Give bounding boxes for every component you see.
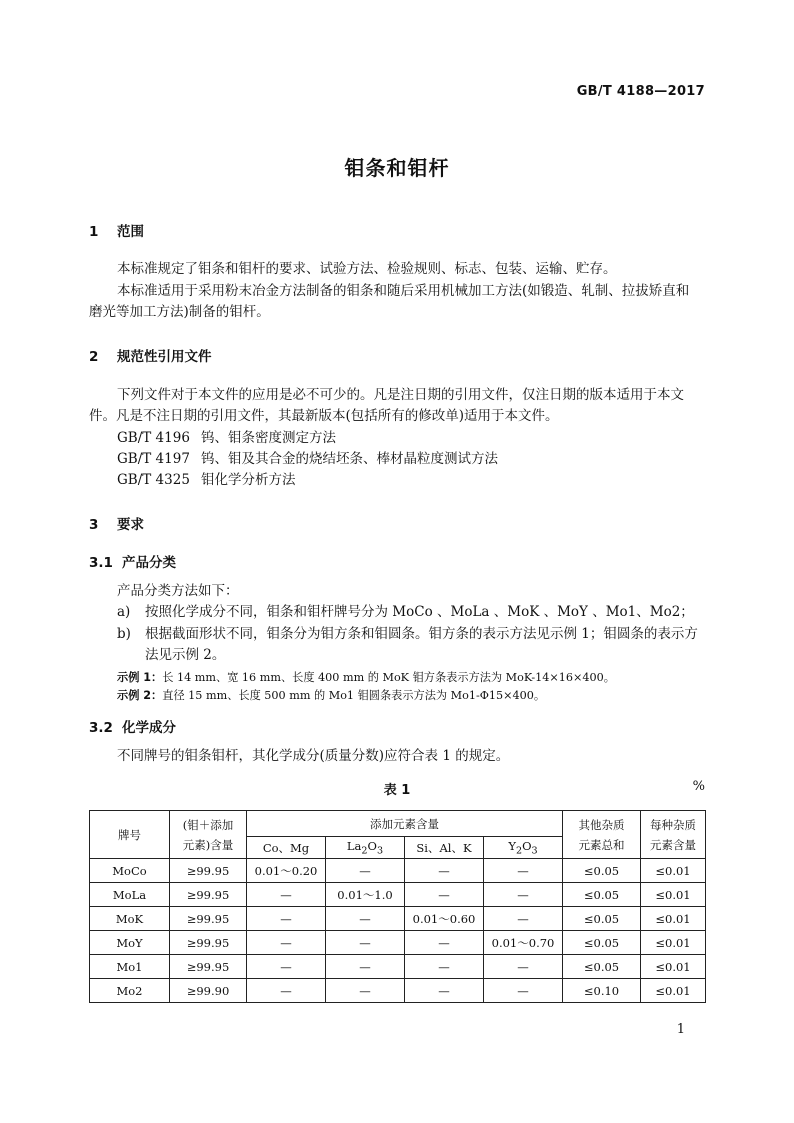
header-mo-total bbox=[170, 811, 247, 859]
list-text: 按照化学成分不同，钼条和钼杆牌号分为 MoCo 、MoLa 、MoK 、MoY 、Mo1、Mo2； bbox=[145, 604, 694, 620]
section-title: 化学成分 bbox=[122, 720, 176, 736]
table-row bbox=[90, 883, 706, 907]
cell-each: ≤0.01 bbox=[641, 859, 706, 883]
cell-other: ≤0.05 bbox=[563, 931, 641, 955]
section-number: 3 bbox=[89, 517, 99, 533]
table-row bbox=[90, 907, 706, 931]
cell-each: ≤0.01 bbox=[641, 931, 706, 955]
header-si-al-k: Si、Al、K bbox=[405, 837, 484, 859]
table-row bbox=[90, 859, 706, 883]
section-title: 范围 bbox=[117, 224, 144, 240]
cell-grade: MoY bbox=[90, 931, 170, 955]
cell-si-al-k: — bbox=[405, 955, 484, 979]
cell-co-mg: — bbox=[247, 907, 326, 931]
cell-la2o3: — bbox=[326, 931, 405, 955]
list-item-b bbox=[117, 624, 698, 645]
example-label: 示例 1： bbox=[117, 671, 163, 684]
cell-total: ≥99.95 bbox=[170, 955, 247, 979]
section-1-heading bbox=[89, 220, 144, 240]
cell-other: ≤0.05 bbox=[563, 883, 641, 907]
reference-item bbox=[117, 449, 498, 470]
cell-grade: MoCo bbox=[90, 859, 170, 883]
cell-si-al-k: — bbox=[405, 883, 484, 907]
cell-each: ≤0.01 bbox=[641, 955, 706, 979]
section-3-1-heading bbox=[89, 551, 176, 571]
header-additive-group: 添加元素含量 bbox=[247, 811, 563, 837]
reference-code: GB/T 4197 bbox=[117, 451, 190, 467]
reference-title: 钨、钼及其合金的烧结坯条、棒材晶粒度测试方法 bbox=[201, 451, 498, 467]
cell-la2o3: — bbox=[326, 907, 405, 931]
cell-grade: MoK bbox=[90, 907, 170, 931]
table-unit: % bbox=[692, 779, 705, 794]
list-item-b-continuation: 法见示例 2。 bbox=[145, 647, 226, 663]
cell-si-al-k: 0.01～0.60 bbox=[405, 907, 484, 931]
cell-grade: Mo2 bbox=[90, 979, 170, 1003]
reference-title: 钨、钼条密度测定方法 bbox=[201, 430, 336, 446]
section-2-paragraph-line-2: 件。凡是不注日期的引用文件，其最新版本(包括所有的修改单)适用于本文件。 bbox=[89, 408, 559, 424]
formula-part: O bbox=[522, 838, 532, 853]
example-text: 长 14 mm、宽 16 mm、长度 400 mm 的 MoK 钼方条表示方法为 MoK-14×16×400。 bbox=[162, 671, 615, 684]
section-number: 3.1 bbox=[89, 555, 113, 571]
reference-item bbox=[117, 428, 336, 449]
cell-total: ≥99.95 bbox=[170, 883, 247, 907]
cell-other: ≤0.05 bbox=[563, 907, 641, 931]
document-title: 钼条和钼杆 bbox=[344, 156, 450, 180]
cell-total: ≥99.90 bbox=[170, 979, 247, 1003]
cell-la2o3: — bbox=[326, 955, 405, 979]
formula-subscript: 2 bbox=[515, 845, 523, 857]
list-item-a bbox=[117, 602, 694, 623]
table-row bbox=[90, 931, 706, 955]
cell-grade: Mo1 bbox=[90, 955, 170, 979]
formula-subscript: 2 bbox=[361, 845, 368, 857]
section-3-heading bbox=[89, 513, 144, 533]
cell-total: ≥99.95 bbox=[170, 859, 247, 883]
formula-part: La bbox=[346, 838, 362, 853]
list-marker: a) bbox=[117, 604, 131, 620]
cell-co-mg: 0.01～0.20 bbox=[247, 859, 326, 883]
reference-code: GB/T 4196 bbox=[117, 430, 190, 446]
example-text: 直径 15 mm、长度 500 mm 的 Mo1 钼圆条表示方法为 Mo1-Φ15×400。 bbox=[162, 689, 546, 702]
chemical-composition-table bbox=[89, 810, 706, 1003]
header-each-impurity bbox=[641, 811, 706, 859]
header-line: 其他杂质 bbox=[578, 817, 625, 832]
section-3-2-paragraph: 不同牌号的钼条钼杆，其化学成分(质量分数)应符合表 1 的规定。 bbox=[117, 748, 510, 764]
cell-la2o3: 0.01～1.0 bbox=[326, 883, 405, 907]
example-label: 示例 2： bbox=[117, 689, 163, 702]
cell-other: ≤0.05 bbox=[563, 859, 641, 883]
section-1-paragraph-2-line-1: 本标准适用于采用粉末冶金方法制备的钼条和随后采用机械加工方法(如锻造、轧制、拉拔矫直和 bbox=[117, 283, 690, 299]
section-title: 规范性引用文件 bbox=[117, 349, 212, 365]
section-2-paragraph-line-1: 下列文件对于本文件的应用是必不可少的。凡是注日期的引用文件，仅注日期的版本适用于本文 bbox=[117, 387, 684, 403]
cell-co-mg: — bbox=[247, 883, 326, 907]
section-number: 1 bbox=[89, 224, 99, 240]
cell-co-mg: — bbox=[247, 955, 326, 979]
header-other-total bbox=[563, 811, 641, 859]
cell-y2o3: — bbox=[484, 859, 563, 883]
header-co-mg: Co、Mg bbox=[247, 837, 326, 859]
section-2-heading bbox=[89, 345, 212, 365]
cell-each: ≤0.01 bbox=[641, 883, 706, 907]
reference-item bbox=[117, 470, 296, 491]
cell-y2o3: 0.01～0.70 bbox=[484, 931, 563, 955]
cell-each: ≤0.01 bbox=[641, 979, 706, 1003]
section-number: 3.2 bbox=[89, 720, 113, 736]
section-1-paragraph-1: 本标准规定了钼条和钼杆的要求、试验方法、检验规则、标志、包装、运输、贮存。 bbox=[117, 261, 617, 277]
header-y2o3 bbox=[484, 837, 563, 859]
header-line: 元素)含量 bbox=[182, 837, 234, 852]
header-line: 元素总和 bbox=[578, 837, 625, 852]
classification-intro: 产品分类方法如下： bbox=[117, 583, 239, 599]
section-title: 要求 bbox=[117, 517, 144, 533]
cell-total: ≥99.95 bbox=[170, 931, 247, 955]
cell-y2o3: — bbox=[484, 883, 563, 907]
reference-title: 钼化学分析方法 bbox=[201, 472, 296, 488]
cell-y2o3: — bbox=[484, 907, 563, 931]
page-number: 1 bbox=[676, 1022, 685, 1037]
cell-la2o3: — bbox=[326, 979, 405, 1003]
section-1-paragraph-2-line-2: 磨光等加工方法)制备的钼杆。 bbox=[89, 304, 270, 320]
header-line: 元素含量 bbox=[650, 837, 696, 852]
header-grade: 牌号 bbox=[90, 811, 170, 859]
list-text: 根据截面形状不同，钼条分为钼方条和钼圆条。钼方条的表示方法见示例 1；钼圆条的表示方 bbox=[145, 626, 698, 642]
cell-si-al-k: — bbox=[405, 859, 484, 883]
formula-part: O bbox=[367, 838, 377, 853]
section-title: 产品分类 bbox=[122, 555, 176, 571]
list-marker: b) bbox=[117, 626, 131, 642]
header-la2o3 bbox=[326, 837, 405, 859]
section-number: 2 bbox=[89, 349, 99, 365]
table-row bbox=[90, 979, 706, 1003]
cell-each: ≤0.01 bbox=[641, 907, 706, 931]
cell-y2o3: — bbox=[484, 979, 563, 1003]
formula-subscript: 3 bbox=[376, 845, 384, 857]
header-line: (钼＋添加 bbox=[182, 817, 234, 832]
table-row bbox=[90, 955, 706, 979]
formula-part: Y bbox=[508, 838, 516, 853]
cell-si-al-k: — bbox=[405, 931, 484, 955]
standard-number: GB/T 4188—2017 bbox=[576, 84, 705, 99]
cell-y2o3: — bbox=[484, 955, 563, 979]
cell-total: ≥99.95 bbox=[170, 907, 247, 931]
cell-co-mg: — bbox=[247, 931, 326, 955]
formula-subscript: 3 bbox=[531, 845, 538, 857]
example-1 bbox=[117, 669, 615, 685]
table-caption: 表 1 bbox=[383, 783, 411, 798]
cell-other: ≤0.10 bbox=[563, 979, 641, 1003]
cell-si-al-k: — bbox=[405, 979, 484, 1003]
section-3-2-heading bbox=[89, 716, 176, 736]
reference-code: GB/T 4325 bbox=[117, 472, 190, 488]
cell-other: ≤0.05 bbox=[563, 955, 641, 979]
header-line: 每种杂质 bbox=[650, 817, 696, 832]
cell-grade: MoLa bbox=[90, 883, 170, 907]
cell-la2o3: — bbox=[326, 859, 405, 883]
cell-co-mg: — bbox=[247, 979, 326, 1003]
example-2 bbox=[117, 687, 545, 703]
